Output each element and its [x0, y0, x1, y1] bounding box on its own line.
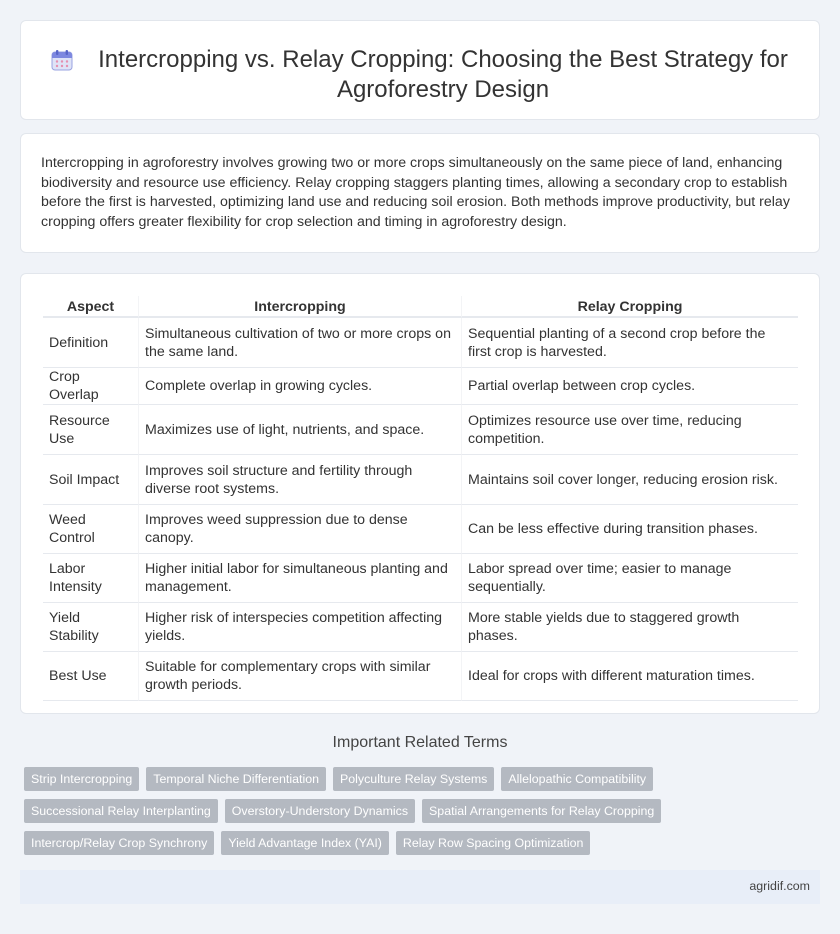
related-term-tag[interactable]: Relay Row Spacing Optimization	[396, 831, 590, 855]
row-intercropping: Higher risk of interspecies competition affecting yields.	[138, 603, 461, 652]
row-intercropping: Suitable for complementary crops with similar growth periods.	[138, 652, 461, 701]
row-relay-cropping: Sequential planting of a second crop before the first crop is harvested.	[461, 318, 798, 368]
related-term-tag[interactable]: Temporal Niche Differentiation	[146, 767, 326, 791]
title-card	[20, 20, 820, 120]
intro-card	[20, 133, 820, 253]
related-term-tag[interactable]: Successional Relay Interplanting	[24, 799, 218, 823]
table-header-row	[43, 296, 798, 318]
row-relay-cropping: More stable yields due to staggered growth phases.	[461, 603, 798, 652]
related-term-tag[interactable]: Overstory-Understory Dynamics	[225, 799, 415, 823]
related-terms-heading: Important Related Terms	[332, 734, 508, 751]
row-intercropping: Complete overlap in growing cycles.	[138, 368, 461, 405]
table-row	[43, 505, 798, 554]
table-row	[43, 318, 798, 368]
table-row	[43, 603, 798, 652]
table-row	[43, 652, 798, 701]
row-intercropping: Higher initial labor for simultaneous planting and management.	[138, 554, 461, 603]
related-terms-list	[24, 767, 824, 855]
row-aspect: Best Use	[43, 652, 138, 701]
intro-paragraph: Intercropping in agroforestry involves growing two or more crops simultaneously on the same piece of land, enhancing biodiversity and resource use efficiency. Relay cropping staggers planting times, allowing a secondary crop to establish before the first is harvested, optimizing land use and reducing soil erosion. Both methods improve productivity, but relay cropping offers greater flexibility for crop selection and timing in agroforestry design.	[41, 155, 790, 230]
row-relay-cropping: Can be less effective during transition phases.	[461, 505, 798, 554]
footer-site-link[interactable]: agridif.com	[749, 879, 810, 893]
header-relay-cropping: Relay Cropping	[461, 296, 798, 318]
row-aspect: Labor Intensity	[43, 554, 138, 603]
row-aspect: Definition	[43, 318, 138, 368]
comparison-card	[20, 273, 820, 714]
table-row	[43, 455, 798, 505]
table-row	[43, 368, 798, 405]
row-intercropping: Improves weed suppression due to dense canopy.	[138, 505, 461, 554]
row-relay-cropping: Labor spread over time; easier to manage sequentially.	[461, 554, 798, 603]
header-intercropping: Intercropping	[138, 296, 461, 318]
related-term-tag[interactable]: Allelopathic Compatibility	[501, 767, 653, 791]
header-aspect: Aspect	[43, 296, 138, 318]
row-aspect: Resource Use	[43, 405, 138, 455]
row-aspect: Yield Stability	[43, 603, 138, 652]
related-term-tag[interactable]: Polyculture Relay Systems	[333, 767, 494, 791]
row-aspect: Crop Overlap	[43, 368, 138, 405]
related-term-tag[interactable]: Intercrop/Relay Crop Synchrony	[24, 831, 214, 855]
calendar-icon	[51, 49, 73, 71]
related-term-tag[interactable]: Spatial Arrangements for Relay Cropping	[422, 799, 661, 823]
related-term-tag[interactable]: Yield Advantage Index (YAI)	[221, 831, 389, 855]
table-row	[43, 405, 798, 455]
row-relay-cropping: Maintains soil cover longer, reducing erosion risk.	[461, 455, 798, 505]
row-intercropping: Improves soil structure and fertility through diverse root systems.	[138, 455, 461, 505]
row-aspect: Soil Impact	[43, 455, 138, 505]
row-relay-cropping: Partial overlap between crop cycles.	[461, 368, 798, 405]
row-relay-cropping: Ideal for crops with different maturation times.	[461, 652, 798, 701]
related-term-tag[interactable]: Strip Intercropping	[24, 767, 139, 791]
comparison-table	[43, 296, 798, 701]
row-intercropping: Maximizes use of light, nutrients, and space.	[138, 405, 461, 455]
row-aspect: Weed Control	[43, 505, 138, 554]
footer	[20, 870, 820, 904]
row-relay-cropping: Optimizes resource use over time, reducing competition.	[461, 405, 798, 455]
page-title: Intercropping vs. Relay Cropping: Choosing the Best Strategy for Agroforestry Design	[98, 46, 788, 103]
row-intercropping: Simultaneous cultivation of two or more crops on the same land.	[138, 318, 461, 368]
table-row	[43, 554, 798, 603]
